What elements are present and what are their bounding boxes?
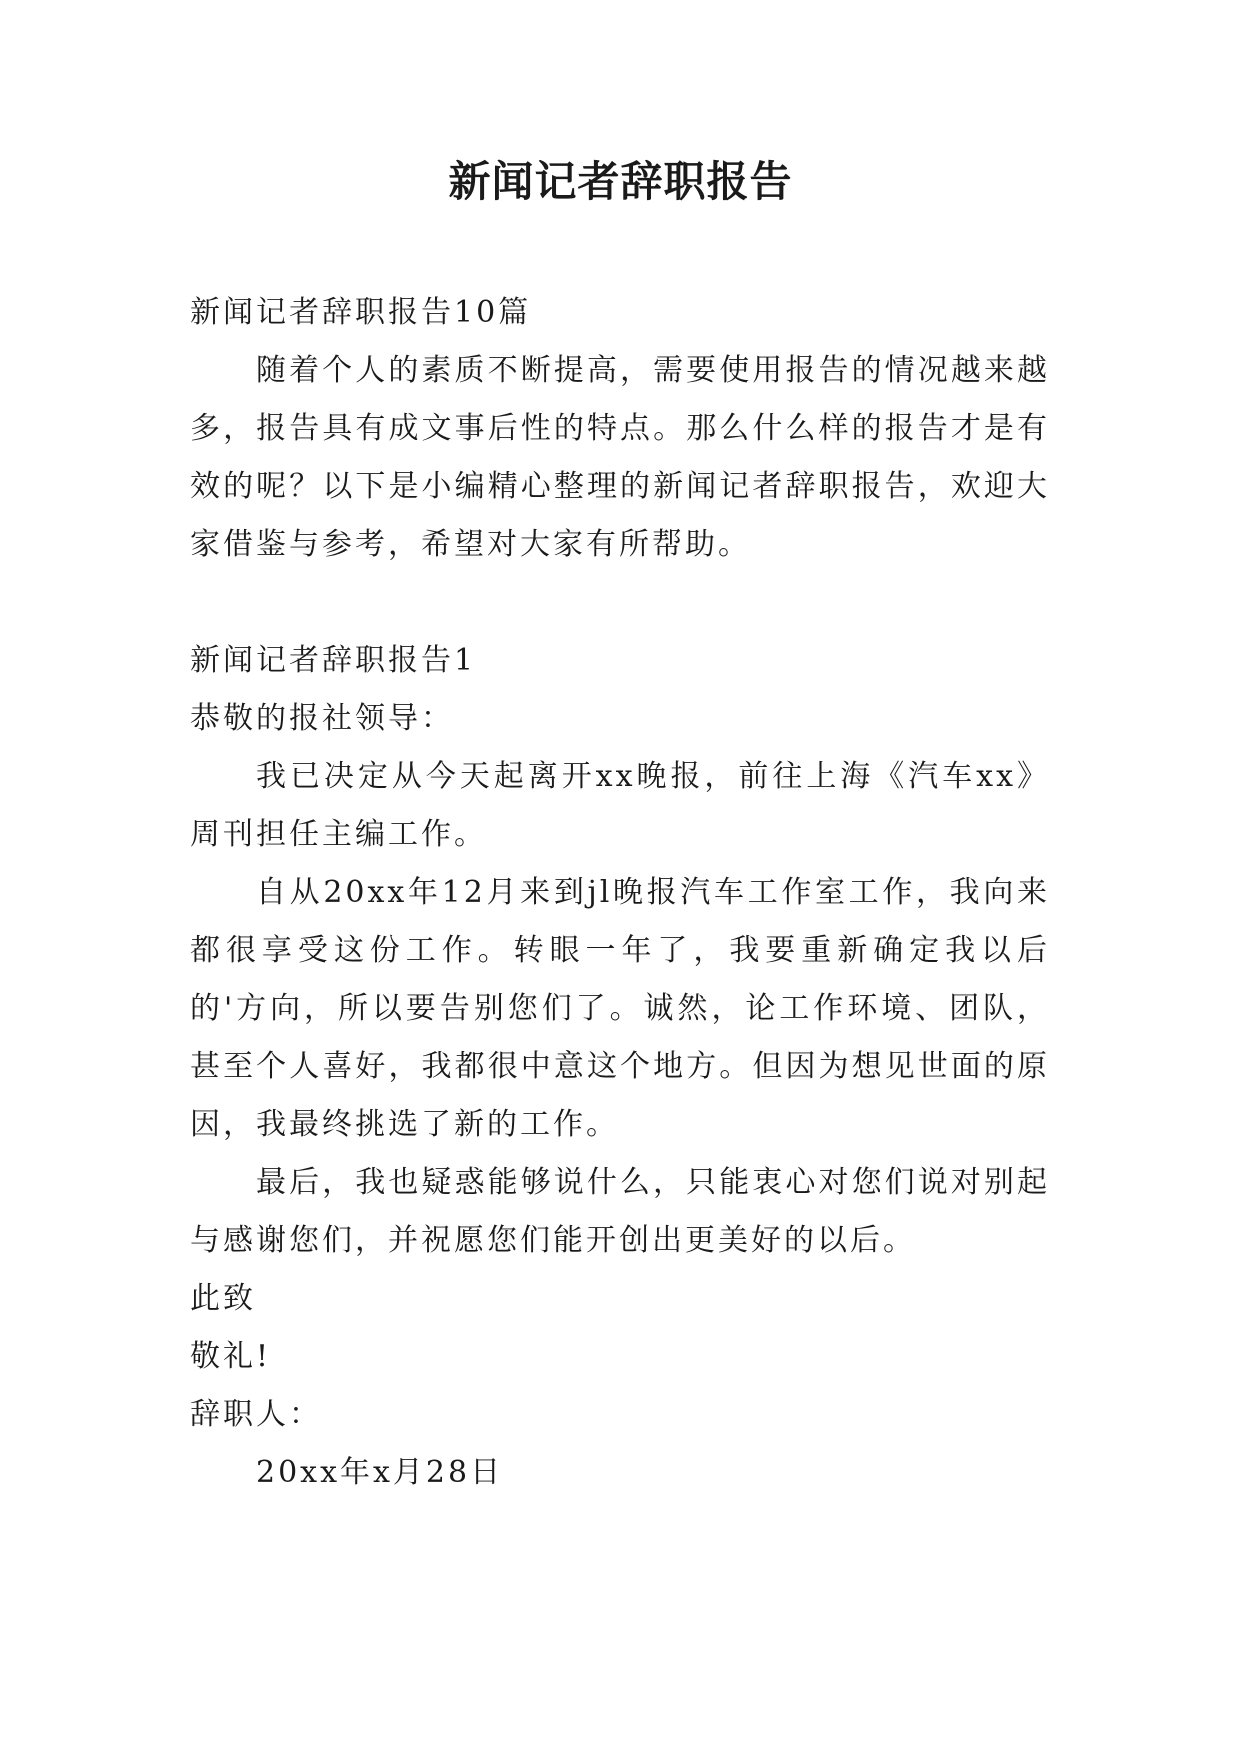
document-body bbox=[190, 284, 1050, 1502]
section-heading: 新闻记者辞职报告1 bbox=[190, 643, 477, 678]
letter-date: 20xx年x月28日 bbox=[256, 1455, 504, 1490]
intro-paragraph: 随着个人的素质不断提高，需要使用报告的情况越来越多，报告具有成文事后性的特点。那么什么样的报告才是有效的呢？以下是小编精心整理的新闻记者辞职报告，欢迎大家借鉴与参考，希望对大家有所帮助。 bbox=[190, 353, 1050, 562]
closing-respect: 敬礼! bbox=[190, 1339, 272, 1374]
closing-salutation: 此致 bbox=[190, 1281, 256, 1316]
signature-label: 辞职人： bbox=[190, 1397, 322, 1432]
body-paragraph-1: 我已决定从今天起离开xx晚报，前往上海《汽车xx》周刊担任主编工作。 bbox=[190, 759, 1050, 852]
paragraph-gap bbox=[190, 574, 1050, 632]
document-subtitle: 新闻记者辞职报告10篇 bbox=[190, 295, 532, 330]
body-paragraph-2: 自从20xx年12月来到jl晚报汽车工作室工作，我向来都很享受这份工作。转眼一年了，我要重新确定我以后的'方向，所以要告别您们了。诚然，论工作环境、团队，甚至个人喜好，我都很中意这个地方。但因为想见世面的原因，我最终挑选了新的工作。 bbox=[190, 875, 1050, 1142]
document-title: 新闻记者辞职报告 bbox=[448, 157, 793, 206]
body-paragraph-3: 最后，我也疑惑能够说什么，只能衷心对您们说对别起与感谢您们，并祝愿您们能开创出更美好的以后。 bbox=[190, 1165, 1050, 1258]
salutation: 恭敬的报社领导： bbox=[190, 701, 454, 736]
